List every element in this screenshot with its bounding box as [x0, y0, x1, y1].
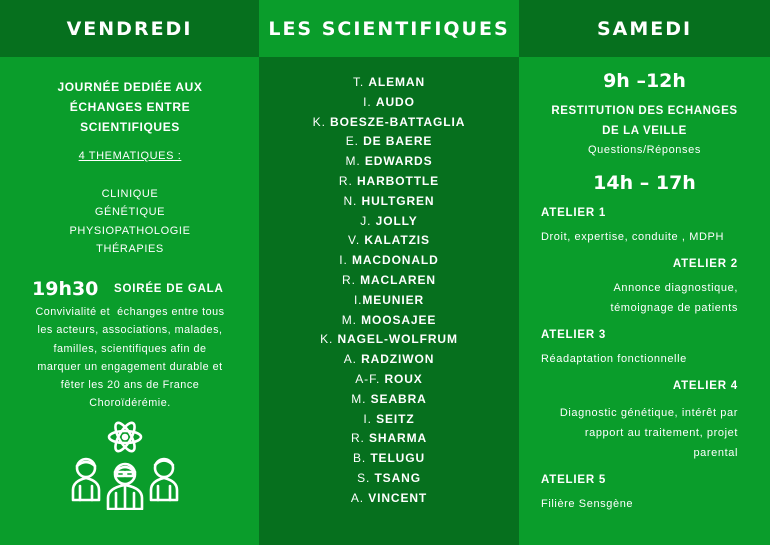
morning-subtitle: Questions/Réponses [588, 144, 701, 156]
friday-header: VENDREDI [0, 0, 259, 57]
theme-item: CLINIQUE [101, 188, 159, 200]
list-item: V. KALATZIS [348, 233, 430, 248]
list-item: I. MACDONALD [339, 253, 439, 268]
list-item: I. AUDO [363, 94, 415, 109]
theme-item: GÉNÉTIQUE [94, 206, 166, 219]
gala-time: 19h30 [32, 278, 99, 300]
friday-column [0, 0, 259, 545]
list-item: S. TSANG [357, 470, 421, 485]
atelier-3-desc: Réadaptation fonctionnelle [541, 353, 687, 365]
morning-time: 9h –12h [603, 70, 686, 92]
list-item: I. SEITZ [363, 411, 415, 426]
list-item: B. TELUGU [352, 451, 426, 466]
list-item: M. MOOSAJEE [341, 312, 437, 327]
atelier-1-desc: Droit, expertise, conduite , MDPH [541, 231, 725, 243]
atelier-4-desc: Diagnostic génétique, intérêt par rapport au traitement, projet parental [559, 407, 738, 459]
afternoon-time: 14h – 17h [593, 172, 696, 194]
list-item: R. MACLAREN [342, 272, 436, 287]
scientists-list [259, 73, 519, 509]
list-item: T. ALEMAN [352, 75, 426, 89]
theme-item: PHYSIOPATHOLOGIE [69, 224, 191, 237]
list-item: I.MEUNIER [353, 292, 425, 307]
atelier-2-desc: Annonce diagnostique, témoignage de patients [610, 282, 738, 314]
themes-list [20, 185, 240, 258]
scientists-header: LES SCIENTIFIQUES [259, 0, 519, 57]
morning-title: RESTITUTION DES ECHANGES DE LA VEILLE [551, 105, 738, 137]
list-item: E. DE BAERE [345, 134, 433, 149]
atelier-4-title: ATELIER 4 [672, 380, 738, 392]
list-item: M. SEABRA [351, 391, 427, 406]
atelier-3-title: ATELIER 3 [541, 329, 607, 341]
gala-description: Convivialité et échanges entre tous les acteurs, associations, malades, familles, scientifiques afin de marquer un engagement durable et fêter les 20 ans de France Choroïdérémie. [35, 306, 225, 410]
list-item: K. BOESZE-BATTAGLIA [312, 114, 466, 129]
scientists-column [259, 0, 519, 545]
saturday-column [519, 0, 770, 545]
list-item: R. HARBOTTLE [338, 173, 440, 188]
list-item: J. JOLLY [360, 213, 418, 228]
gala-title: SOIRÉE DE GALA [114, 283, 224, 295]
list-item: R. SHARMA [350, 431, 428, 446]
science-team-icon [70, 420, 180, 510]
atelier-1-title: ATELIER 1 [541, 207, 607, 219]
themes-label: 4 THEMATIQUES : [78, 150, 182, 162]
list-item: K. NAGEL-WOLFRUM [320, 332, 458, 347]
atelier-5-desc: Filière Sensgène [541, 498, 634, 510]
list-item: N. HULTGREN [343, 193, 435, 208]
saturday-header: SAMEDI [519, 0, 770, 57]
atelier-2-title: ATELIER 2 [672, 258, 738, 270]
theme-item: THÉRAPIES [96, 242, 164, 255]
friday-title: JOURNÉE DEDIÉE AUX ÉCHANGES ENTRE SCIENTIFIQUES [57, 80, 203, 134]
list-item: A. RADZIWON [343, 352, 435, 367]
list-item: A. VINCENT [350, 490, 428, 505]
atelier-5-title: ATELIER 5 [541, 474, 607, 486]
list-item: A-F. ROUX [355, 371, 423, 386]
list-item: M. EDWARDS [345, 154, 433, 169]
